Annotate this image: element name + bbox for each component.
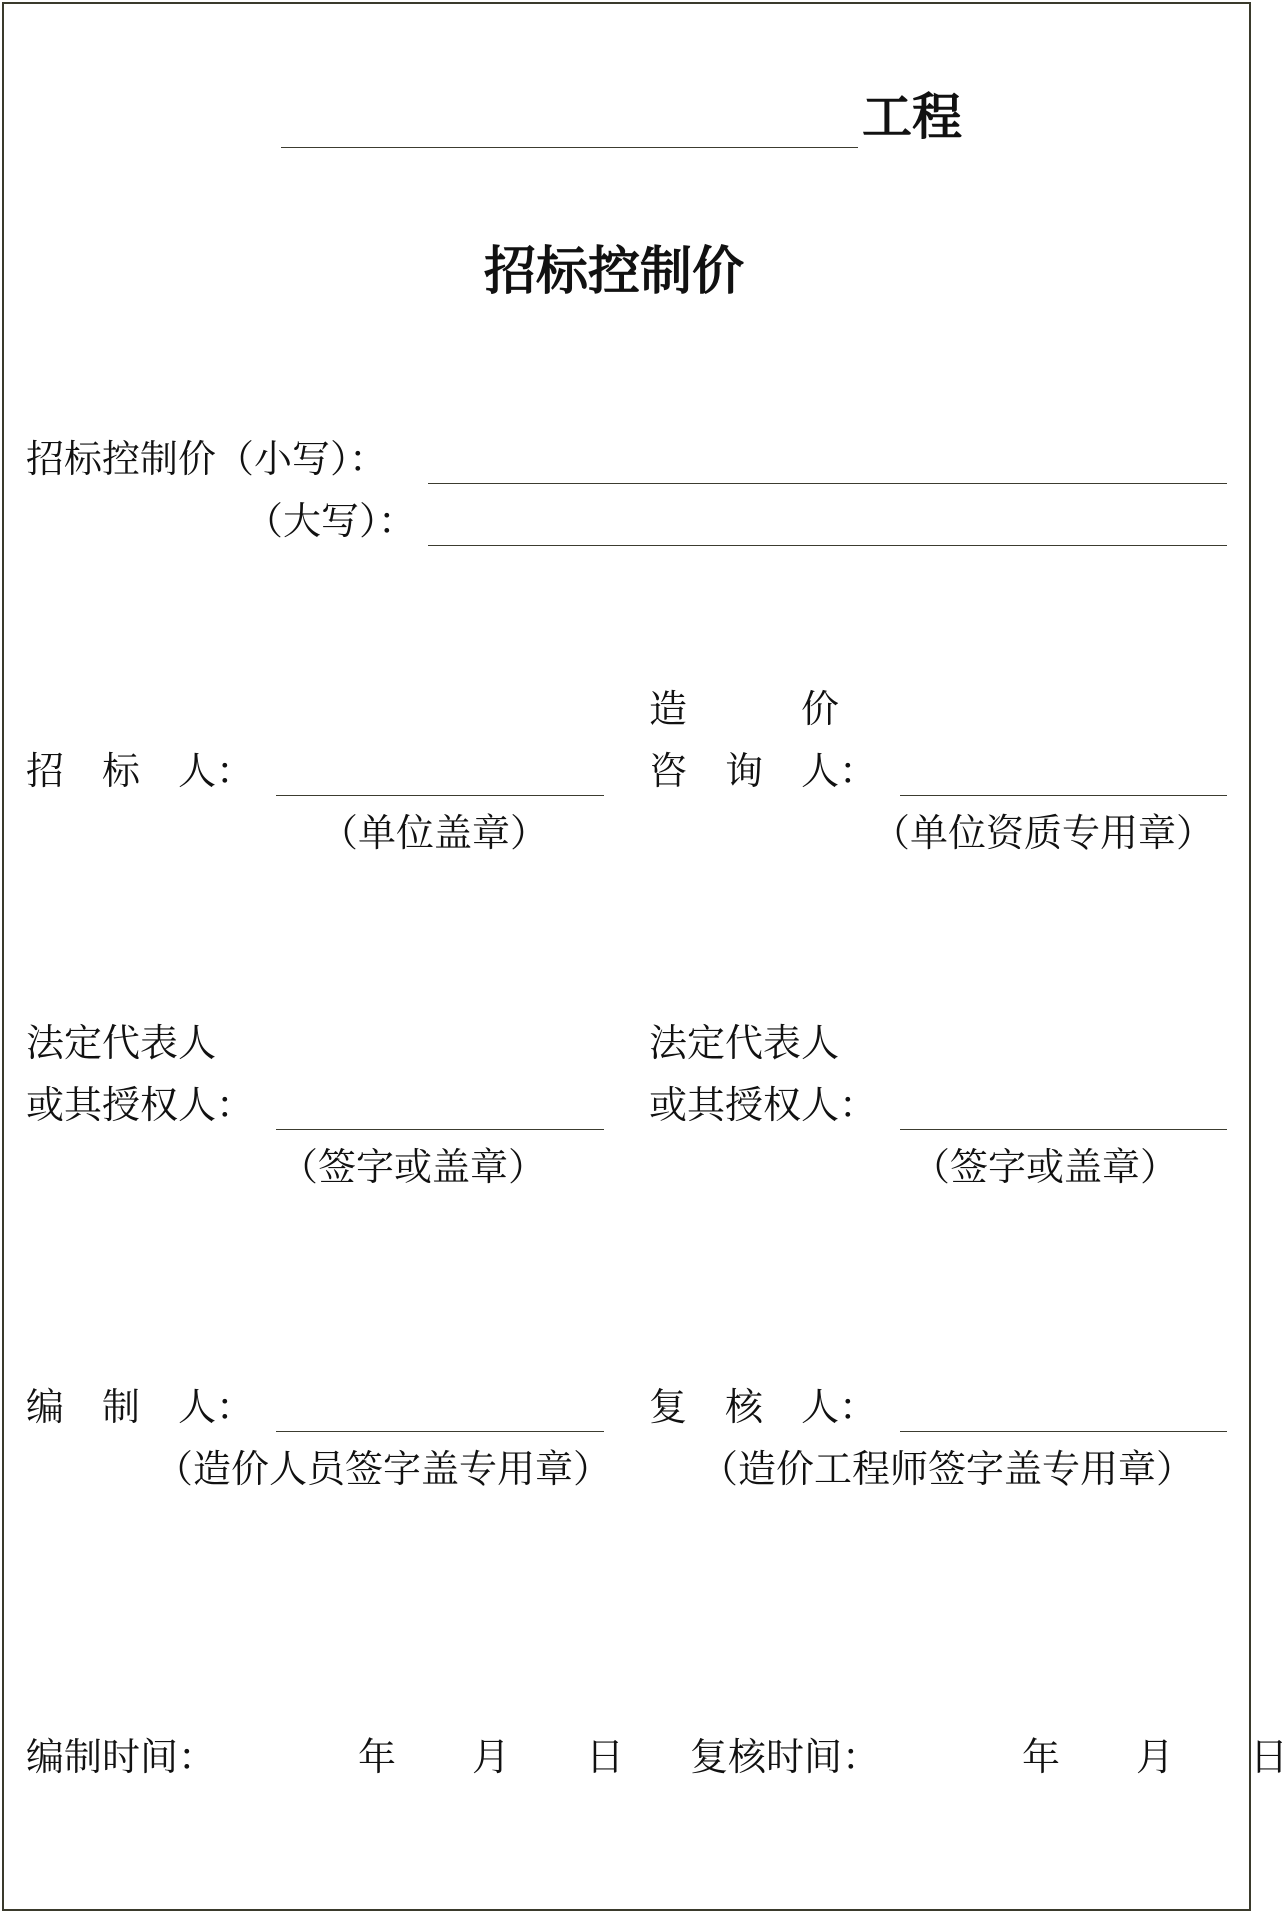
compile-date[interactable]: 年 月 日 — [358, 1735, 625, 1779]
consultant-note: （单位资质专用章） — [872, 811, 1215, 855]
tenderer-note: （单位盖章） — [320, 811, 549, 855]
right-legal-rep-line1: 法定代表人 — [649, 1021, 840, 1065]
tenderer-label: 招 标 人： — [26, 749, 255, 793]
review-time-label: 复核时间： — [690, 1735, 881, 1779]
reviewer-note: （造价工程师签字盖专用章） — [700, 1447, 1195, 1491]
compiler-note: （造价人员签字盖专用章） — [155, 1447, 612, 1491]
compiler-blank[interactable] — [276, 1431, 604, 1432]
right-legal-rep-blank[interactable] — [900, 1129, 1227, 1130]
price-upper-label: （大写）： — [245, 499, 417, 543]
left-legal-rep-line2: 或其授权人： — [26, 1083, 255, 1127]
reviewer-label: 复 核 人： — [649, 1385, 878, 1429]
left-legal-rep-blank[interactable] — [276, 1129, 604, 1130]
tenderer-blank[interactable] — [276, 795, 604, 796]
price-upper-blank[interactable] — [428, 545, 1227, 546]
project-name-blank[interactable] — [281, 147, 858, 148]
compile-time-label: 编制时间： — [26, 1735, 217, 1779]
compiler-label: 编 制 人： — [26, 1385, 255, 1429]
reviewer-blank[interactable] — [900, 1431, 1227, 1432]
right-legal-rep-note: （签字或盖章） — [912, 1145, 1179, 1189]
consultant-blank[interactable] — [900, 795, 1227, 796]
review-date[interactable]: 年 月 日 — [1022, 1735, 1288, 1779]
left-legal-rep-note: （签字或盖章） — [280, 1145, 547, 1189]
left-legal-rep-line1: 法定代表人 — [26, 1021, 217, 1065]
project-suffix: 工程 — [862, 88, 962, 146]
consultant-label-line2: 咨 询 人： — [649, 749, 878, 793]
price-lower-blank[interactable] — [428, 483, 1227, 484]
page-title: 招标控制价 — [484, 242, 745, 302]
consultant-label-line1: 造 价 — [649, 687, 840, 731]
right-legal-rep-line2: 或其授权人： — [649, 1083, 878, 1127]
price-lower-label: 招标控制价（小写）： — [26, 437, 388, 481]
